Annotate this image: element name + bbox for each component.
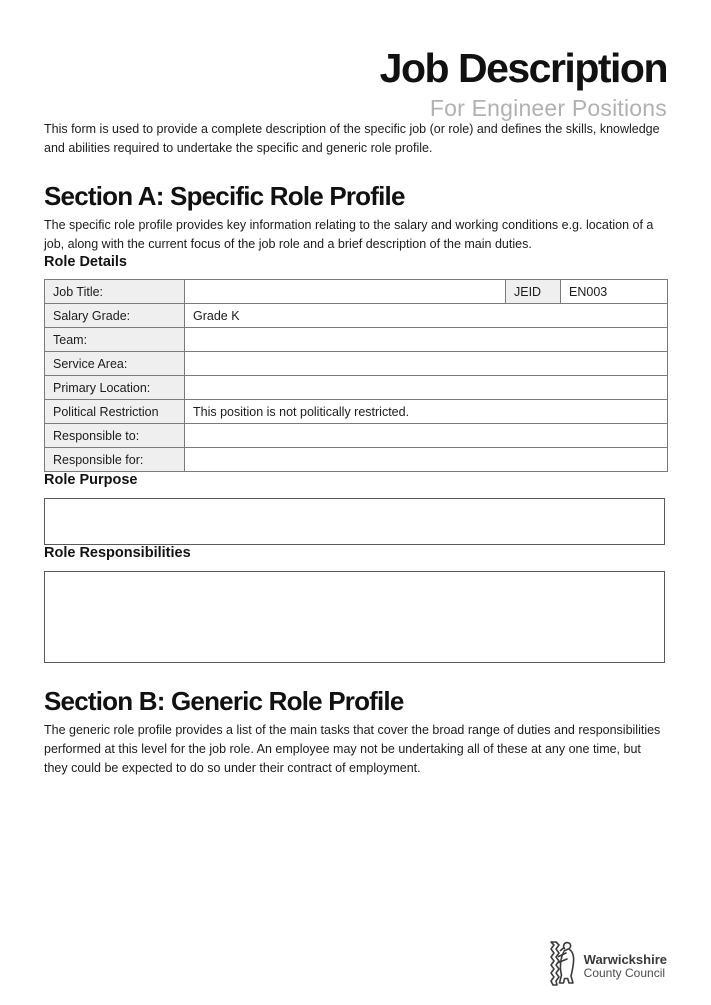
page-title: Job Description [379, 45, 667, 91]
role-purpose-box[interactable] [44, 498, 665, 545]
responsible-for-field[interactable] [185, 448, 668, 472]
section-b-heading: Section B: Generic Role Profile [44, 686, 404, 716]
salary-grade-label: Salary Grade: [45, 304, 185, 328]
table-row-team [45, 328, 668, 352]
jeid-value: EN003 [561, 280, 668, 304]
bear-and-ragged-staff-icon [543, 939, 579, 987]
table-row-responsible-to [45, 424, 668, 448]
primary-location-label: Primary Location: [45, 376, 185, 400]
service-area-field[interactable] [185, 352, 668, 376]
primary-location-field[interactable] [185, 376, 668, 400]
team-field[interactable] [185, 328, 668, 352]
jeid-label: JEID [506, 280, 561, 304]
table-row-primary-location [45, 376, 668, 400]
logo-subname: County Council [583, 966, 666, 980]
team-label: Team: [45, 328, 185, 352]
table-row-political-restriction [45, 400, 668, 424]
page-subtitle: For Engineer Positions [429, 95, 667, 121]
responsible-to-field[interactable] [185, 424, 668, 448]
table-row-salary-grade [45, 304, 668, 328]
job-title-field[interactable] [185, 280, 506, 304]
role-responsibilities-box[interactable] [44, 571, 665, 663]
table-row-responsible-for [45, 448, 668, 472]
section-b-description: The generic role profile provides a list of the main tasks that cover the broad range of duties and responsibilities performed at this level for the job role. An employee may not be undertaking all of these at any one time, but they could be expected to do so under their contract of employment. [44, 723, 661, 775]
responsible-for-label: Responsible for: [45, 448, 185, 472]
responsible-to-label: Responsible to: [45, 424, 185, 448]
service-area-label: Service Area: [45, 352, 185, 376]
logo-text [584, 953, 667, 987]
salary-grade-value: Grade K [185, 304, 668, 328]
role-purpose-heading: Role Purpose [44, 472, 138, 488]
logo-name: Warwickshire [583, 952, 667, 967]
role-responsibilities-heading: Role Responsibilities [44, 545, 191, 561]
role-details-table [44, 279, 668, 472]
political-restriction-value: This position is not politically restricted. [185, 400, 668, 424]
table-row-job-title [45, 280, 668, 304]
job-title-label: Job Title: [45, 280, 185, 304]
political-restriction-label: Political Restriction [45, 400, 185, 424]
role-details-heading: Role Details [44, 254, 127, 270]
table-row-service-area [45, 352, 668, 376]
warwickshire-logo [543, 939, 667, 987]
section-a-description: The specific role profile provides key information relating to the salary and working conditions e.g. location of a job, along with the current focus of the job role and a brief description of the main duties. [44, 218, 654, 251]
section-a-heading: Section A: Specific Role Profile [44, 181, 405, 211]
title-block [44, 0, 667, 120]
intro-paragraph: This form is used to provide a complete description of the specific job (or role) and defines the skills, knowledge and abilities required to undertake the specific and generic role profile. [44, 122, 660, 155]
